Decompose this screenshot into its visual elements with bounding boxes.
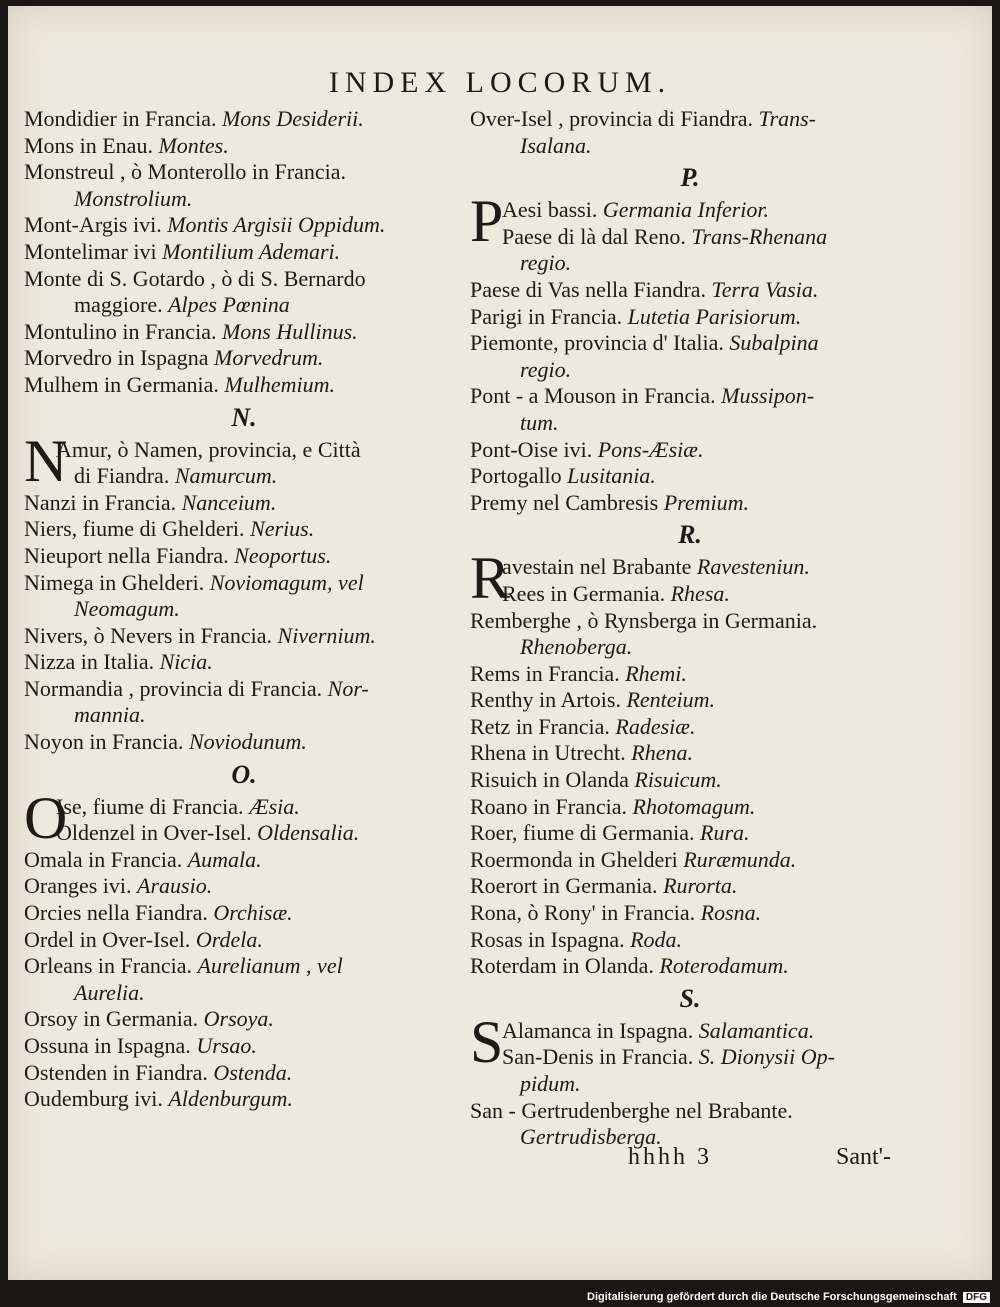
index-entry bbox=[470, 383, 910, 410]
index-entry bbox=[24, 873, 464, 900]
latin-name: Neomagum. bbox=[74, 596, 180, 622]
place-name: Rems in Francia. bbox=[470, 660, 626, 686]
index-entry bbox=[24, 159, 464, 186]
place-name: Morvedro in Ispagna bbox=[24, 345, 215, 371]
latin-name: Radesiæ. bbox=[615, 713, 696, 739]
index-entry bbox=[24, 437, 464, 464]
place-name: Rosas in Ispagna. bbox=[470, 926, 631, 952]
place-name: Paese di là dal Reno. bbox=[502, 223, 692, 249]
place-name: Nivers, ò Nevers in Francia. bbox=[24, 622, 278, 648]
latin-name: Alpes Pœnina bbox=[168, 292, 290, 318]
index-entry bbox=[24, 596, 464, 623]
latin-name: Rhenoberga. bbox=[520, 634, 633, 660]
latin-name: Rosna. bbox=[700, 900, 762, 926]
latin-name: Roda. bbox=[630, 926, 683, 952]
place-name: Oldenzel in Over-Isel. bbox=[56, 820, 258, 846]
index-entry bbox=[470, 714, 910, 741]
place-name: Nieuport nella Fiandra. bbox=[24, 542, 235, 568]
index-entry bbox=[470, 581, 910, 608]
place-name: Parigi in Francia. bbox=[470, 303, 628, 329]
catchword: Sant'- bbox=[836, 1144, 891, 1170]
index-entry bbox=[470, 133, 910, 160]
latin-name: Nerius. bbox=[250, 516, 315, 542]
index-entry bbox=[24, 186, 464, 213]
dfg-logo: DFG bbox=[963, 1292, 990, 1303]
section-heading-p: P. bbox=[680, 163, 700, 193]
place-name: maggiore. bbox=[74, 292, 169, 318]
latin-name: Ordela. bbox=[195, 926, 263, 952]
place-name: Montelimar ivi bbox=[24, 238, 163, 264]
place-name: Mons in Enau. bbox=[24, 132, 159, 158]
latin-name: Ruræmunda. bbox=[683, 846, 797, 872]
place-name: Aesi bassi. bbox=[502, 197, 603, 223]
latin-name: Neoportus. bbox=[234, 542, 332, 568]
place-name: Orsoy in Germania. bbox=[24, 1006, 204, 1032]
index-entry bbox=[24, 1033, 464, 1060]
place-name: Mont-Argis ivi. bbox=[24, 212, 168, 238]
latin-name: tum. bbox=[520, 409, 559, 435]
entry-group bbox=[470, 1008, 910, 1151]
index-entry bbox=[24, 319, 464, 346]
latin-name: Rhemi. bbox=[625, 660, 687, 686]
place-name: Nanzi in Francia. bbox=[24, 489, 182, 515]
latin-name: Morvedrum. bbox=[214, 345, 324, 371]
place-name: Orleans in Francia. bbox=[24, 953, 198, 979]
index-entry bbox=[470, 873, 910, 900]
place-name: Roermonda in Ghelderi bbox=[470, 846, 684, 872]
place-name: Omala in Francia. bbox=[24, 846, 188, 872]
index-entry bbox=[24, 266, 464, 293]
index-entry bbox=[470, 197, 910, 224]
index-entry bbox=[470, 900, 910, 927]
place-name: Pont-Oise ivi. bbox=[470, 436, 598, 462]
latin-name: Renteium. bbox=[626, 687, 716, 713]
index-entry bbox=[24, 927, 464, 954]
latin-name: Risuicum. bbox=[634, 767, 722, 793]
latin-name: Aurelianum , vel bbox=[197, 953, 343, 979]
latin-name: S. Dionysii Op- bbox=[698, 1044, 835, 1070]
index-entry bbox=[24, 345, 464, 372]
latin-name: Lutetia Parisiorum. bbox=[627, 303, 802, 329]
latin-name: Montilium Ademari. bbox=[162, 238, 341, 264]
latin-name: Namurcum. bbox=[174, 463, 278, 489]
index-entry bbox=[470, 927, 910, 954]
digitization-credit bbox=[587, 1291, 990, 1303]
place-name: Remberghe , ò Rynsberga in Germania. bbox=[470, 607, 818, 633]
drop-cap: O bbox=[24, 784, 68, 851]
latin-name: Mulhemium. bbox=[224, 371, 335, 397]
index-entry bbox=[470, 554, 910, 581]
place-name: Renthy in Artois. bbox=[470, 687, 627, 713]
latin-name: Montis Argisii Oppidum. bbox=[167, 212, 386, 238]
index-entry bbox=[24, 133, 464, 160]
index-entry bbox=[24, 570, 464, 597]
place-name: Ise, fiume di Francia. bbox=[56, 793, 250, 819]
index-entry bbox=[470, 1071, 910, 1098]
place-name: Ossuna in Ispagna. bbox=[24, 1033, 197, 1058]
index-entry bbox=[470, 1018, 910, 1045]
index-entry bbox=[470, 106, 910, 133]
index-entry bbox=[470, 357, 910, 384]
latin-name: Orsoya. bbox=[203, 1006, 274, 1032]
place-name: Oudemburg ivi. bbox=[24, 1086, 169, 1112]
place-name: Risuich in Olanda bbox=[470, 767, 635, 793]
index-entry bbox=[470, 490, 910, 517]
latin-name: Ravesteniun. bbox=[696, 554, 810, 580]
latin-name: mannia. bbox=[74, 702, 146, 728]
index-entry bbox=[24, 463, 464, 490]
section-heading-o: O. bbox=[231, 759, 257, 789]
latin-name: Ostenda. bbox=[213, 1059, 293, 1085]
index-entry bbox=[24, 649, 464, 676]
left-column bbox=[24, 106, 464, 1113]
index-entry bbox=[470, 224, 910, 251]
latin-name: Aldenburgum. bbox=[168, 1086, 293, 1112]
index-entry bbox=[24, 900, 464, 927]
latin-name: Aurelia. bbox=[74, 979, 145, 1005]
index-entry bbox=[24, 239, 464, 266]
place-name: Piemonte, provincia d' Italia. bbox=[470, 330, 730, 356]
place-name: Montulino in Francia. bbox=[24, 318, 222, 344]
latin-name: Roterodamum. bbox=[659, 953, 789, 979]
index-entry bbox=[470, 1044, 910, 1071]
latin-name: Nicia. bbox=[159, 649, 213, 675]
index-entry bbox=[24, 953, 464, 980]
latin-name: Mussipon- bbox=[721, 383, 815, 409]
latin-name: regio. bbox=[520, 356, 572, 382]
place-name: Portogallo bbox=[470, 463, 568, 489]
index-entry bbox=[24, 106, 464, 133]
index-entry bbox=[24, 623, 464, 650]
latin-name: Æsia. bbox=[249, 793, 300, 819]
index-entry bbox=[470, 277, 910, 304]
latin-name: Isalana. bbox=[520, 132, 592, 158]
index-entry bbox=[470, 304, 910, 331]
place-name: Niers, fiume di Ghelderi. bbox=[24, 516, 251, 542]
latin-name: Noviodunum. bbox=[188, 729, 307, 755]
place-name: Roterdam in Olanda. bbox=[470, 953, 660, 979]
index-entry bbox=[24, 490, 464, 517]
place-name: Over-Isel , provincia di Fiandra. bbox=[470, 106, 759, 131]
place-name: Orcies nella Fiandra. bbox=[24, 900, 214, 926]
index-entry bbox=[470, 767, 910, 794]
latin-name: Rurorta. bbox=[663, 873, 738, 899]
latin-name: Rhesa. bbox=[670, 580, 730, 606]
place-name: avestain nel Brabante bbox=[502, 554, 697, 580]
index-entry bbox=[470, 608, 910, 635]
place-name: Retz in Francia. bbox=[470, 713, 616, 739]
latin-name: Monstrolium. bbox=[74, 185, 193, 211]
latin-name: Pons-Æsiæ. bbox=[597, 436, 704, 462]
index-entry bbox=[24, 1086, 464, 1113]
index-entry bbox=[470, 953, 910, 980]
entry-group bbox=[24, 427, 464, 756]
index-entry bbox=[24, 292, 464, 319]
latin-name: Mons Desiderii. bbox=[221, 106, 364, 131]
latin-name: Mons Hullinus. bbox=[221, 318, 358, 344]
latin-name: Lusitania. bbox=[567, 463, 656, 489]
drop-cap: R bbox=[470, 545, 511, 612]
index-entry bbox=[470, 1098, 910, 1125]
place-name: Nizza in Italia. bbox=[24, 649, 160, 675]
place-name: Normandia , provincia di Francia. bbox=[24, 675, 328, 701]
place-name: San - Gertrudenberghe nel Brabante. bbox=[470, 1097, 793, 1123]
latin-name: Salamantica. bbox=[698, 1017, 815, 1043]
latin-name: pidum. bbox=[520, 1071, 581, 1096]
place-name: Rees in Germania. bbox=[502, 580, 671, 606]
index-entry bbox=[24, 820, 464, 847]
latin-name: Montes. bbox=[158, 132, 229, 158]
place-name: San-Denis in Francia. bbox=[502, 1044, 699, 1070]
index-entry bbox=[470, 250, 910, 277]
latin-name: Rura. bbox=[700, 820, 750, 846]
place-name: Amur, ò Namen, provincia, e Città bbox=[56, 436, 361, 462]
index-entry bbox=[470, 687, 910, 714]
drop-cap: P bbox=[470, 188, 504, 255]
page-header: INDEX LOCORUM. bbox=[328, 66, 672, 99]
latin-name: Premium. bbox=[663, 489, 750, 515]
entry-group bbox=[24, 784, 464, 1113]
index-entry bbox=[470, 634, 910, 661]
latin-name: Trans- bbox=[758, 106, 817, 131]
latin-name: Gertrudisberga. bbox=[520, 1124, 662, 1150]
latin-name: Rhotomagum. bbox=[632, 793, 756, 819]
index-entry bbox=[24, 676, 464, 703]
index-entry bbox=[470, 410, 910, 437]
latin-name: Terra Vasia. bbox=[711, 276, 819, 302]
credit-text: Digitalisierung gefördert durch die Deutsche Forschungsgemeinschaft bbox=[587, 1291, 957, 1303]
place-name: Paese di Vas nella Fiandra. bbox=[470, 276, 712, 302]
place-name: Mulhem in Germania. bbox=[24, 371, 225, 397]
book-page bbox=[8, 6, 992, 1280]
latin-name: Subalpina bbox=[729, 330, 819, 356]
place-name: Roer, fiume di Germania. bbox=[470, 820, 701, 846]
latin-name: Noviomagum, vel bbox=[209, 569, 364, 595]
signature-mark: hhhh 3 bbox=[628, 1144, 712, 1170]
place-name: Mondidier in Francia. bbox=[24, 106, 222, 131]
index-entry bbox=[470, 847, 910, 874]
place-name: Alamanca in Ispagna. bbox=[502, 1017, 699, 1043]
latin-name: regio. bbox=[520, 250, 572, 276]
index-entry bbox=[470, 437, 910, 464]
index-entry bbox=[470, 330, 910, 357]
index-entry bbox=[470, 820, 910, 847]
index-entry bbox=[24, 1006, 464, 1033]
index-entry bbox=[24, 212, 464, 239]
place-name: Rona, ò Rony' in Francia. bbox=[470, 900, 701, 926]
place-name: di Fiandra. bbox=[74, 463, 175, 489]
latin-name: Oldensalia. bbox=[257, 820, 360, 846]
index-entry bbox=[24, 516, 464, 543]
latin-name: Rhena. bbox=[631, 740, 693, 766]
latin-name: Germania Inferior. bbox=[602, 197, 770, 223]
drop-cap: S bbox=[470, 1008, 504, 1075]
latin-name: Orchisæ. bbox=[213, 900, 293, 926]
latin-name: Ursao. bbox=[196, 1033, 257, 1058]
index-entry bbox=[470, 740, 910, 767]
index-entry bbox=[24, 702, 464, 729]
drop-cap: N bbox=[24, 427, 68, 494]
section-heading-n: N. bbox=[231, 402, 257, 432]
index-entry bbox=[24, 794, 464, 821]
latin-name: Arausio. bbox=[137, 873, 213, 899]
entry-group bbox=[470, 545, 910, 980]
place-name: Ostenden in Fiandra. bbox=[24, 1059, 214, 1085]
section-heading-s: S. bbox=[679, 983, 701, 1013]
index-entry bbox=[470, 794, 910, 821]
entry-group bbox=[470, 188, 910, 516]
index-entry bbox=[470, 661, 910, 688]
place-name: Monstreul , ò Monterollo in Francia. bbox=[24, 159, 347, 185]
place-name: Rhena in Utrecht. bbox=[470, 740, 632, 766]
index-entry bbox=[24, 543, 464, 570]
place-name: Noyon in Francia. bbox=[24, 729, 189, 755]
section-heading-r: R. bbox=[678, 520, 702, 550]
place-name: Monte di S. Gotardo , ò di S. Bernardo bbox=[24, 265, 366, 291]
latin-name: Trans-Rhenana bbox=[691, 223, 828, 249]
index-entry bbox=[24, 980, 464, 1007]
index-entry bbox=[24, 847, 464, 874]
index-entry bbox=[24, 1060, 464, 1087]
right-column bbox=[470, 106, 910, 1151]
index-entry bbox=[24, 729, 464, 756]
place-name: Premy nel Cambresis bbox=[470, 489, 664, 515]
latin-name: Aumala. bbox=[187, 846, 262, 872]
latin-name: Nanceium. bbox=[181, 489, 277, 515]
place-name: Roerort in Germania. bbox=[470, 873, 664, 899]
place-name: Nimega in Ghelderi. bbox=[24, 569, 210, 595]
index-entry bbox=[24, 372, 464, 399]
latin-name: Nivernium. bbox=[277, 622, 376, 648]
place-name: Ordel in Over-Isel. bbox=[24, 926, 196, 952]
latin-name: Nor- bbox=[327, 675, 369, 701]
place-name: Oranges ivi. bbox=[24, 873, 138, 899]
index-entry bbox=[470, 463, 910, 490]
place-name: Roano in Francia. bbox=[470, 793, 633, 819]
place-name: Pont - a Mouson in Francia. bbox=[470, 383, 722, 409]
